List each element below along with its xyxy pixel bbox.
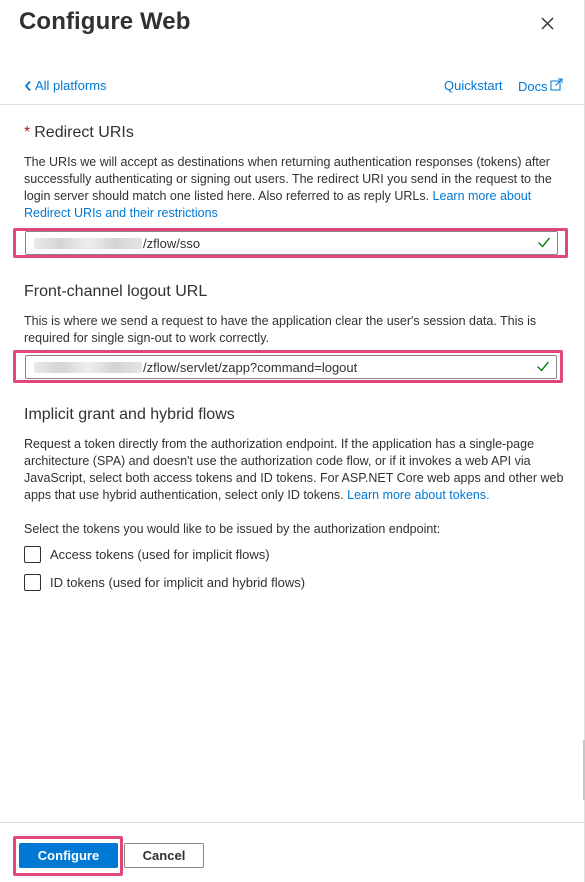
nav-divider	[0, 104, 584, 105]
access-tokens-option[interactable]	[24, 546, 270, 563]
redirect-uri-value: /zflow/sso	[143, 235, 201, 251]
tokens-learn-more-link[interactable]: Learn more about tokens.	[347, 488, 490, 502]
id-tokens-option[interactable]	[24, 574, 305, 591]
valid-check-icon	[537, 235, 557, 252]
redirect-uris-title: Redirect URIs	[34, 124, 134, 141]
logout-url-input[interactable]	[25, 355, 557, 379]
access-tokens-checkbox[interactable]	[24, 546, 41, 563]
redacted-host	[34, 362, 142, 373]
close-icon[interactable]	[536, 12, 558, 34]
front-channel-logout-heading: Front-channel logout URL	[24, 283, 208, 300]
redirect-uris-learn-more-link[interactable]: Learn more about Redirect URIs and their restrictions	[24, 189, 532, 220]
footer-divider	[0, 822, 584, 823]
implicit-grant-description	[24, 436, 564, 504]
redacted-host	[34, 238, 142, 249]
implicit-grant-heading: Implicit grant and hybrid flows	[24, 406, 235, 423]
panel-title: Configure Web	[19, 8, 191, 35]
redirect-uris-description	[24, 154, 564, 222]
required-marker: *	[24, 124, 31, 141]
docs-link[interactable]	[518, 78, 563, 94]
logout-url-value: /zflow/servlet/zapp?command=logout	[143, 359, 358, 375]
front-channel-logout-description: This is where we send a request to have the application clear the user's session data. This is required for single sign-out to work correctly.	[24, 314, 537, 345]
redirect-uri-input[interactable]	[25, 231, 558, 255]
nav-row	[0, 78, 584, 104]
id-tokens-checkbox[interactable]	[24, 574, 41, 591]
implicit-grant-description-text: Request a token directly from the authorization endpoint. If the application has a single-page architecture (SPA) and doesn't use the authorization code flow, or if it invokes a web API via JavaScript, select both access tokens and ID tokens. For ASP.NET Core web apps and other web apps that use hybrid authentication, select only ID tokens.	[24, 437, 564, 502]
id-tokens-label: ID tokens (used for implicit and hybrid flows)	[50, 575, 306, 590]
all-platforms-label: All platforms	[35, 78, 107, 93]
all-platforms-link[interactable]	[24, 78, 107, 93]
access-tokens-label: Access tokens (used for implicit flows)	[50, 547, 270, 562]
docs-label: Docs	[518, 78, 548, 94]
redirect-uris-description-text: The URIs we will accept as destinations when returning authentication responses (tokens) after successfully authenticating or signing out users. The redirect URI you send in the request to the login server should match one listed here. Also referred to as reply URLs.	[24, 155, 552, 203]
chevron-left-icon	[24, 80, 32, 92]
configure-button[interactable]: Configure	[19, 843, 118, 868]
external-link-icon	[550, 78, 563, 94]
quickstart-link[interactable]: Quickstart	[444, 78, 503, 93]
cancel-button[interactable]: Cancel	[124, 843, 204, 868]
token-select-prompt: Select the tokens you would like to be issued by the authorization endpoint:	[24, 522, 441, 536]
redirect-uris-heading	[24, 124, 134, 142]
valid-check-icon	[536, 359, 556, 376]
